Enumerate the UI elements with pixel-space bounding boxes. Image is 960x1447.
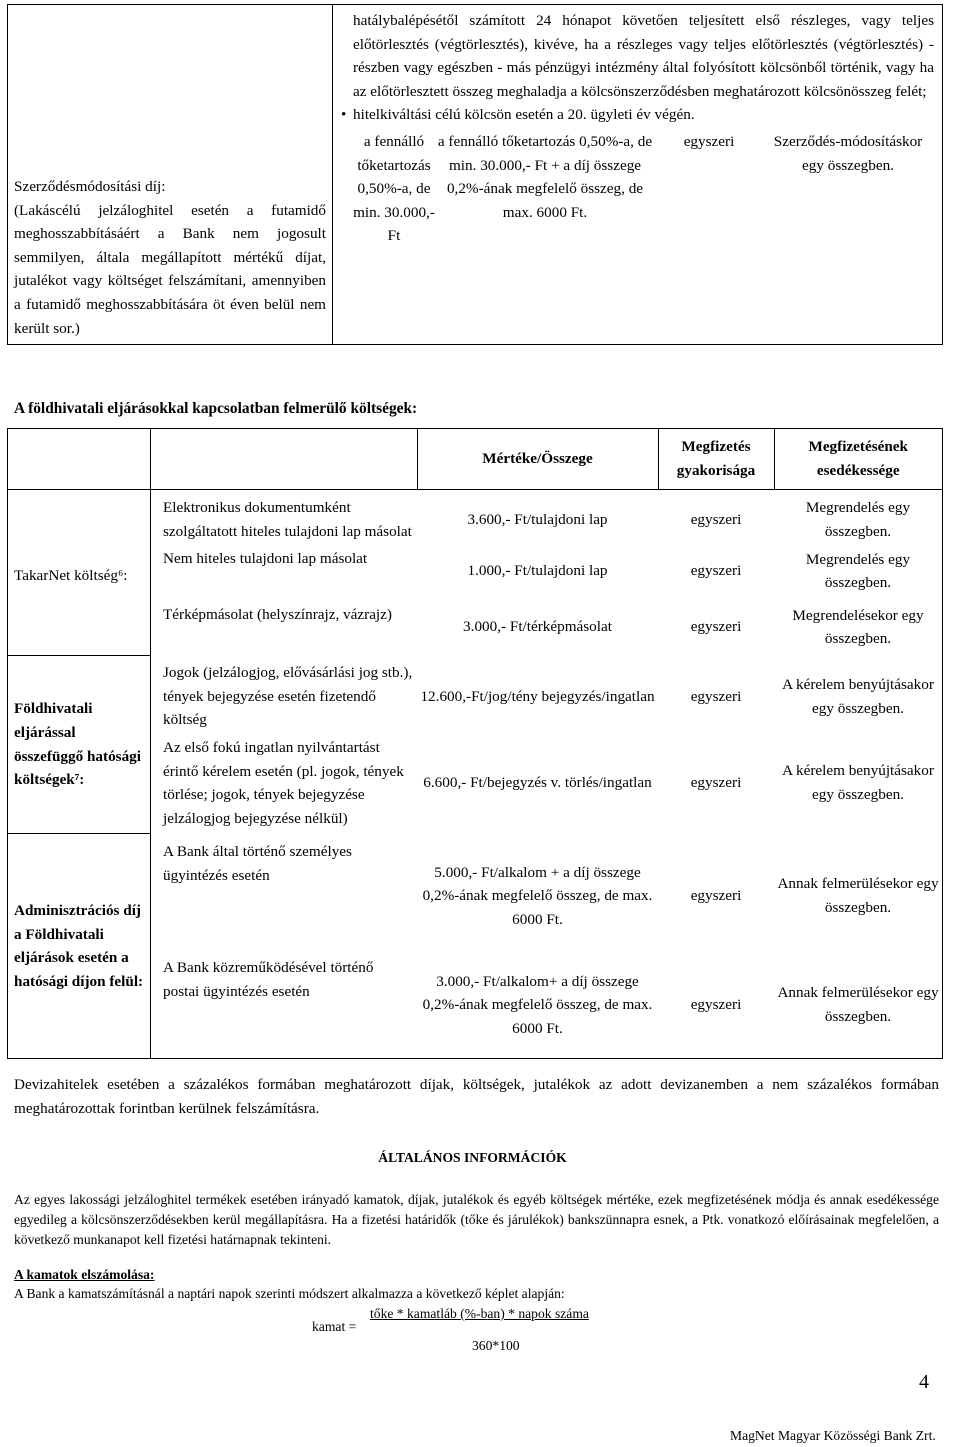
fee-values-row: [353, 130, 934, 248]
item-frequency: egyszeri: [690, 562, 742, 580]
section-heading: A földhivatali eljárásokkal kapcsolatban felmerülő költségek:: [14, 400, 418, 417]
item-amount: 3.000,- Ft/alkalom+ a díj összege 0,2%-ának megfelelő összeg, de max. 6000 Ft.: [417, 952, 658, 1059]
item-description: A Bank által történő személyes ügyintézés esetén: [163, 842, 352, 884]
page-number: 4: [919, 1371, 929, 1393]
table-row: [8, 490, 943, 544]
general-info-paragraph: Az egyes lakossági jelzáloghitel termékek esetében irányadó kamatok, díjak, jutalékok és egyéb költségek mértéke, ezek megfizetésének módja és annak esedékessége egyedileg a kölcsönszerződésekben kerül megállapításra. Ha a fizetési határidők (tőke és járulékok) bankszünnapra esnek, a Ptk. vonatkozó előírásainak megfelelően, a következő munkanapot kell fizetési határnapnak tekinteni.: [14, 1192, 939, 1247]
item-description: Elektronikus dokumentumként szolgáltatott hiteles tulajdoni lap másolat: [163, 499, 412, 540]
item-amount: 5.000,- Ft/alkalom + a díj összege 0,2%-ának megfelelő összeg, de max. 6000 Ft.: [422, 863, 653, 928]
item-amount: 6.600,- Ft/bejegyzés v. törlés/ingatlan: [423, 774, 652, 792]
group-label: Földhivatali eljárással összefüggő hatósági költségek⁷:: [8, 655, 151, 834]
fee-name: Szerződésmódosítási díj:: [14, 178, 166, 195]
fx-paragraph: Devizahitelek esetében a százalékos formában meghatározott díjak, költségek, jutalékok az adott devizanemben a nem százalékos formában meghatározottak forintban kerülnek felszámításra.: [14, 1076, 939, 1117]
formula-lhs: kamat =: [312, 1319, 357, 1334]
item-due-date: Megrendelésekor egy összegben.: [774, 599, 943, 655]
group-label: TakarNet költség⁶:: [8, 490, 151, 656]
item-amount: 3.000,- Ft/térképmásolat: [463, 618, 612, 636]
header-frequency: Megfizetés gyakorisága: [658, 429, 774, 490]
fee-frequency: egyszeri: [683, 132, 735, 150]
formula-denominator: 360*100: [472, 1338, 520, 1353]
fee-details-cell: [333, 5, 943, 345]
header-blank-desc: [151, 429, 418, 490]
item-description: Térképmásolat (helyszínrajz, vázrajz): [163, 606, 392, 624]
item-frequency: egyszeri: [690, 887, 742, 905]
item-due-date: A kérelem benyújtásakor egy összegben.: [774, 655, 943, 732]
item-frequency: egyszeri: [658, 952, 774, 1059]
item-frequency: egyszeri: [690, 510, 742, 528]
item-amount: 12.600,-Ft/jog/tény bejegyzés/ingatlan: [420, 687, 655, 705]
item-due-date: A kérelem benyújtásakor egy összegben.: [774, 732, 943, 834]
item-description: Az első fokú ingatlan nyilvántartást érintő kérelem esetén (pl. jogok, tények törlése; jogok, tények bejegyzése jelzálogjog bejegyzése nélkül): [163, 738, 404, 827]
interest-heading: A kamatok elszámolása:: [14, 1267, 155, 1282]
fee-name-cell: [8, 5, 333, 345]
fee-due: Szerződés-módosításkor egy összegben.: [773, 132, 923, 174]
item-due-date: Annak felmerülésekor egy összegben.: [774, 952, 943, 1059]
header-amount: Mértéke/Összege: [417, 429, 658, 490]
condition-item: hatálybalépésétől számított 24 hónapot követően teljesített első részleges, vagy teljes előtörlesztés (végtörlesztés), kivéve, ha a részleges vagy teljes előtörlesztés (végtörlesztés) - részben vagy egészben - más pénzügyi intézmény által folyósított kölcsönből történik, vagy ha az előtörlesztett összeg meghaladja a kölcsönszerződésben meghatározott kölcsönösszeg felét;: [353, 12, 934, 100]
condition-list: [353, 9, 934, 127]
general-info-title: ÁLTALÁNOS INFORMÁCIÓK: [378, 1150, 567, 1165]
item-amount: 3.600,- Ft/tulajdoni lap: [467, 510, 608, 528]
formula-numerator: tőke * kamatláb (%-ban) * napok száma: [370, 1306, 589, 1321]
item-due-date: Megrendelés egy összegben.: [774, 543, 943, 599]
fee-amount: a fennálló tőketartozás 0,50%-a, de min. 30.000,- Ft + a díj összege 0,2%-ának megfelelő összeg, de max. 6000 Ft.: [437, 132, 653, 221]
item-due-date: Annak felmerülésekor egy összegben.: [774, 834, 943, 952]
table-body: [8, 490, 943, 1059]
item-description: Nem hiteles tulajdoni lap másolat: [163, 550, 368, 568]
interest-text: A Bank a kamatszámításnál a naptári napok szerinti módszert alkalmazza a következő képlet alapján:: [14, 1286, 565, 1301]
header-blank: [8, 429, 151, 490]
item-frequency: egyszeri: [690, 687, 742, 705]
item-frequency: egyszeri: [690, 774, 742, 792]
header-due: Megfizetésének esedékessége: [774, 429, 943, 490]
item-description: Jogok (jelzálogjog, elővásárlási jog stb.), tények bejegyzése esetén fizetendő költség: [163, 664, 413, 729]
table-row: [8, 655, 943, 732]
table-header-row: [8, 429, 943, 490]
item-description: A Bank közreműködésével történő postai ügyintézés esetén: [151, 952, 418, 1059]
land-registry-table: [7, 428, 943, 1059]
item-frequency: egyszeri: [690, 618, 742, 636]
fee-table-continuation: [7, 4, 943, 345]
fee-note: (Lakáscélú jelzáloghitel esetén a futamidő meghosszabbításáért a Bank nem jogosult semmilyen, általa megállapított mértékű díjat, jutalékot vagy költséget felszámítani, amennyiben a futamidő meghosszabbítására öt éven belül nem került sor.): [14, 201, 326, 337]
footer-bank-name: MagNet Magyar Közösségi Bank Zrt.: [730, 1428, 936, 1443]
item-due-date: Megrendelés egy összegben.: [774, 490, 943, 544]
item-amount: 1.000,- Ft/tulajdoni lap: [467, 562, 608, 580]
fee-min-value: a fennálló tőketartozás 0,50%-a, de min. 30.000,-Ft: [353, 132, 435, 245]
group-label: Adminisztrációs díj a Földhivatali eljárások esetén a hatósági díjon felül:: [8, 834, 151, 1059]
table-row: [8, 834, 943, 952]
condition-item: • hitelkiváltási célú kölcsön esetén a 20. ügyleti év végén.: [353, 103, 934, 127]
